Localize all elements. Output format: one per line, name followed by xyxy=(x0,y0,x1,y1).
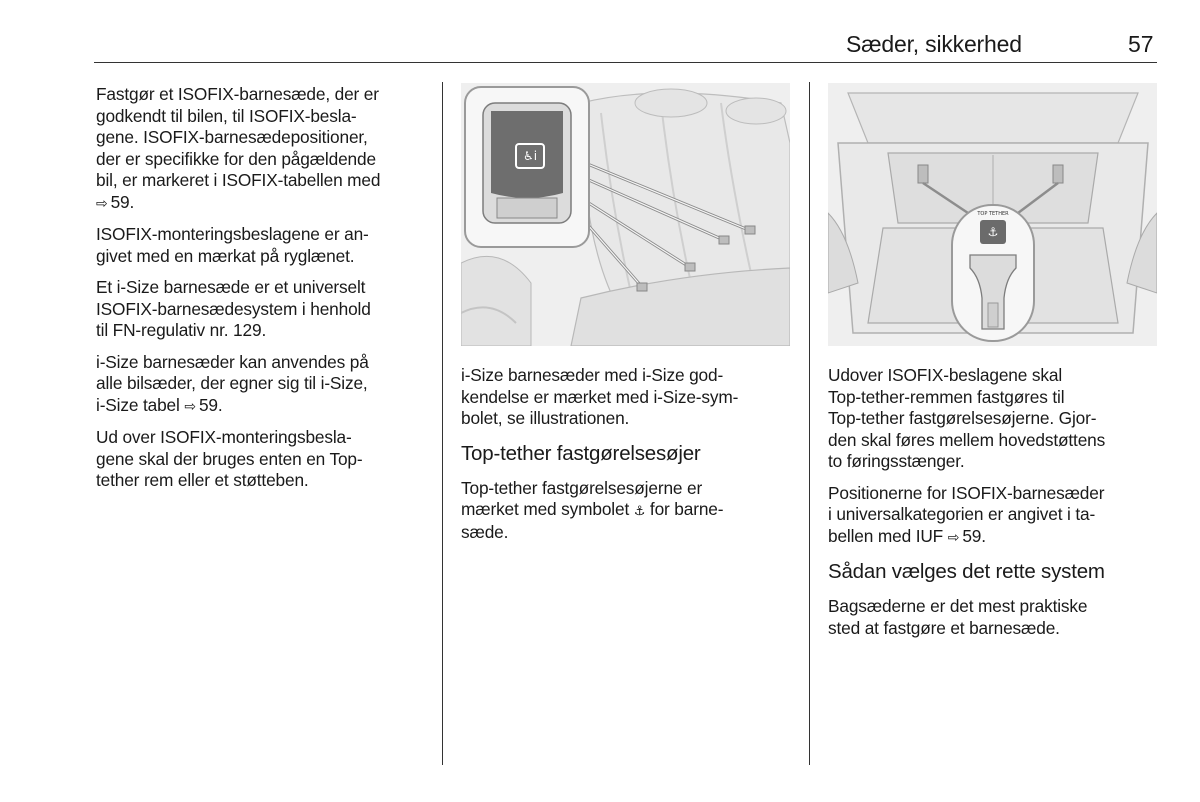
text-fragment: i-Size tabel xyxy=(96,394,180,415)
page-ref-arrow-icon: ⇨ xyxy=(96,194,108,211)
text-line: Et i-Size barnesæde er et universelt xyxy=(96,277,366,297)
rear-seat-isize-illustration xyxy=(461,83,790,346)
text-fragment: bellen med IUF xyxy=(828,525,944,546)
page-ref[interactable]: 59. xyxy=(110,191,135,212)
page-ref-line xyxy=(828,526,1163,549)
paragraph-tether-requirement xyxy=(96,427,431,492)
page-ref-arrow-icon: ⇨ xyxy=(947,528,960,545)
trunk-top-tether-illustration xyxy=(828,83,1157,346)
column-3 xyxy=(828,365,1163,649)
paragraph-rear-seats xyxy=(828,596,1163,639)
column-divider-1 xyxy=(442,82,443,765)
isofix-isize-icon: ♿i xyxy=(515,143,545,169)
column-divider-2 xyxy=(809,82,810,765)
text-line: to føringsstænger. xyxy=(828,451,965,471)
header-rule xyxy=(94,62,1157,63)
text-line xyxy=(461,499,796,522)
text-line: i-Size barnesæder kan anvendes på xyxy=(96,351,369,372)
top-tether-icon: ⚓ xyxy=(987,225,999,239)
text-line: tether rem eller et støtteben. xyxy=(96,470,309,490)
paragraph-isize-definition xyxy=(96,277,431,342)
text-line: til FN-regulativ nr. 129. xyxy=(96,320,267,340)
text-line: sæde. xyxy=(461,521,509,542)
text-line: Bagsæderne er det mest praktiske xyxy=(828,596,1088,616)
page-ref[interactable]: 59. xyxy=(198,394,223,415)
page-ref[interactable]: 59. xyxy=(962,525,986,546)
text-line: Ud over ISOFIX-monteringsbesla- xyxy=(96,427,352,447)
paragraph-top-tether-symbol xyxy=(461,478,796,544)
page-number: 57 xyxy=(1128,31,1154,57)
text-fragment: mærket med symbolet xyxy=(461,499,630,519)
section-title: Sæder, sikkerhed xyxy=(846,31,1022,57)
paragraph-isofix-intro xyxy=(96,84,431,214)
text-line: gene. ISOFIX-barnesædepositioner, xyxy=(96,127,368,147)
paragraph-top-tether-strap xyxy=(828,365,1163,473)
text-line: i universalkategorien er angivet i ta- xyxy=(828,504,1096,524)
heading-top-tether: Top-tether fastgørelsesøjer xyxy=(461,441,701,465)
top-tether-icon: ⚓ xyxy=(633,503,646,518)
page-ref-arrow-icon: ⇨ xyxy=(184,397,196,414)
text-line: bil, er markeret i ISOFIX-tabellen med xyxy=(96,170,381,190)
text-line: ISOFIX-barnesædesystem i henhold xyxy=(96,298,371,319)
column-1 xyxy=(96,84,431,502)
text-line: bolet, se illustrationen. xyxy=(461,408,630,428)
text-line: kendelse er mærket med i-Size-sym- xyxy=(461,386,739,407)
text-line: Top-tether-remmen fastgøres til xyxy=(828,386,1065,407)
text-line: Positionerne for ISOFIX-barnesæder xyxy=(828,482,1105,503)
figure-caption-isize xyxy=(461,365,796,430)
column-2 xyxy=(461,365,796,553)
paragraph-universal-positions xyxy=(828,483,1163,549)
text-line: der er specifikke for den pågældende xyxy=(96,148,376,169)
text-line: givet med en mærkat på ryglænet. xyxy=(96,245,355,266)
text-fragment: for barne- xyxy=(649,499,724,519)
text-line: Top-tether fastgørelsesøjerne. Gjor- xyxy=(828,408,1097,428)
top-tether-label-text: TOP TETHER xyxy=(977,211,1009,217)
page-ref-line xyxy=(96,395,431,418)
text-line: Top-tether fastgørelsesøjerne er xyxy=(461,477,703,498)
text-line: godkendt til bilen, til ISOFIX-besla- xyxy=(96,105,357,126)
rear-seat-illustration-svg xyxy=(461,83,790,346)
text-line: Fastgør et ISOFIX-barnesæde, der er xyxy=(96,84,379,104)
text-line: den skal føres mellem hovedstøttens xyxy=(828,429,1106,450)
text-line: ISOFIX-monteringsbeslagene er an- xyxy=(96,224,369,244)
text-line: Udover ISOFIX-beslagene skal xyxy=(828,365,1063,385)
page-ref-line xyxy=(96,192,431,215)
text-line: sted at fastgøre et barnesæde. xyxy=(828,617,1060,638)
text-line: i-Size barnesæder med i-Size god- xyxy=(461,365,724,385)
paragraph-isofix-label xyxy=(96,224,431,267)
text-line: gene skal der bruges enten en Top- xyxy=(96,448,363,469)
paragraph-isize-usage xyxy=(96,352,431,418)
text-line: alle bilsæder, der egner sig til i-Size, xyxy=(96,373,368,393)
heading-choose-system: Sådan vælges det rette system xyxy=(828,560,1105,583)
